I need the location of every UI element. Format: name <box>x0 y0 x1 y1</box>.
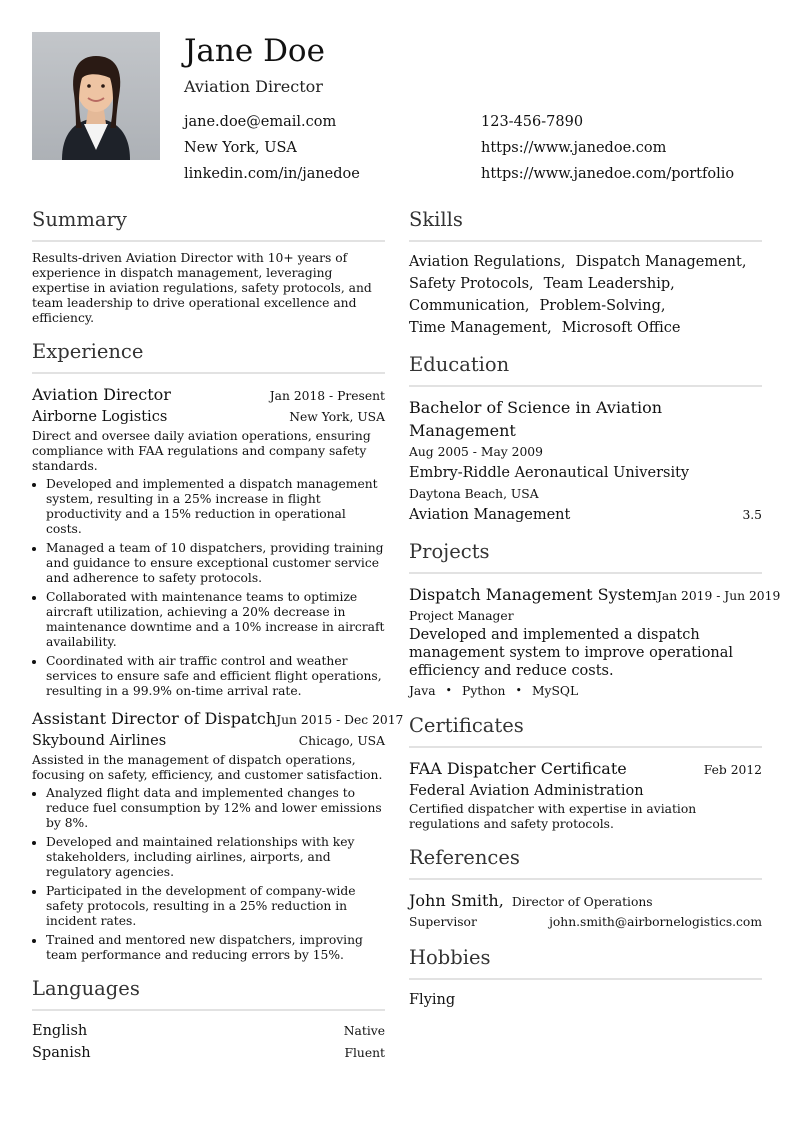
candidate-title: Aviation Director <box>184 77 323 96</box>
resume-header <box>32 32 762 192</box>
separator-dot: • <box>445 684 453 697</box>
job-bullet: • Managed a team of 10 dispatchers, providing training and guidance to ensure exceptional customer service and adherence to safety protocols. <box>46 541 385 586</box>
skill-item: Problem-Solving, <box>539 298 666 314</box>
reference-position: Director of Operations <box>511 895 653 909</box>
education-field-row <box>409 504 762 526</box>
experience-entry <box>32 707 404 963</box>
right-column <box>409 208 781 1025</box>
candidate-name: Jane Doe <box>184 33 325 69</box>
certificates-heading: Certificates <box>409 714 762 748</box>
language-level: Fluent <box>344 1046 385 1060</box>
references-heading: References <box>409 846 762 880</box>
reference-email[interactable]: john.smith@airbornelogistics.com <box>549 915 762 929</box>
experience-entry <box>32 383 385 699</box>
job-bullet: • Trained and mentored new dispatchers, improving team performance and reducing errors by 15%. <box>46 933 385 963</box>
contact-website[interactable]: https://www.janedoe.com <box>481 140 667 156</box>
certificate-description: Certified dispatcher with expertise in aviation regulations and safety protocols. <box>409 802 697 831</box>
languages-heading: Languages <box>32 977 385 1011</box>
skill-item: Team Leadership, <box>543 276 675 292</box>
reference-relation: Supervisor <box>409 915 477 929</box>
skill-item: Microsoft Office <box>561 320 681 336</box>
job-bullet: • Developed and implemented a dispatch management system, resulting in a 25% increase in flight productivity and a 15% reduction in operational costs. <box>46 477 385 537</box>
contact-email[interactable]: jane.doe@email.com <box>184 114 337 130</box>
summary-heading: Summary <box>32 208 385 242</box>
job-description: Assisted in the management of dispatch operations, focusing on safety, efficiency, and customer satisfaction. <box>32 753 383 782</box>
education-school: Embry-Riddle Aeronautical University <box>409 465 690 481</box>
experience-section <box>32 340 404 963</box>
projects-heading: Projects <box>409 540 762 574</box>
project-description: Developed and implemented a dispatch management system to improve operational efficiency and reduce costs. <box>409 627 734 679</box>
hobbies-section <box>409 946 762 1011</box>
contact-linkedin[interactable]: linkedin.com/in/janedoe <box>184 166 360 182</box>
reference-name-row <box>409 889 762 912</box>
language-name: English <box>32 1023 88 1039</box>
job-bullet: • Coordinated with air traffic control and weather services to ensure safe and efficient flight operations, resulting in a 99.9% on-time arrival rate. <box>46 654 385 699</box>
job-location: New York, USA <box>289 410 385 424</box>
certificate-issuer: Federal Aviation Administration <box>409 783 644 799</box>
separator-dot: • <box>515 684 522 697</box>
education-section <box>409 353 762 526</box>
job-bullet: • Collaborated with maintenance teams to optimize aircraft utilization, achieving a 20% decrease in maintenance downtime and a 10% increase in aircraft availability. <box>46 590 385 650</box>
certificates-section <box>409 714 762 832</box>
profile-photo <box>32 32 160 160</box>
language-row <box>32 1042 385 1064</box>
references-section <box>409 846 762 932</box>
contact-location: New York, USA <box>184 140 297 156</box>
skill-item: Safety Protocols, <box>409 276 534 292</box>
job-company: Airborne Logistics <box>32 409 168 425</box>
languages-section <box>32 977 385 1064</box>
projects-section <box>409 540 781 700</box>
job-title: Assistant Director of Dispatch <box>32 709 277 728</box>
education-field: Aviation Management <box>409 507 571 523</box>
left-column <box>32 208 404 1078</box>
job-location: Chicago, USA <box>298 734 385 748</box>
tech-item: Python <box>462 684 506 698</box>
education-location: Daytona Beach, USA <box>409 487 539 501</box>
education-degree: Bachelor of Science in Aviation Management <box>409 398 663 440</box>
project-tech-list <box>409 682 762 700</box>
portrait-illustration <box>32 32 160 160</box>
summary-section <box>32 208 385 326</box>
job-bullets <box>32 477 385 699</box>
job-dates: Jan 2018 - Present <box>269 389 385 403</box>
skills-section <box>409 208 762 339</box>
tech-item: MySQL <box>531 684 579 698</box>
skill-item: Communication, <box>409 298 530 314</box>
hobby-item: Flying <box>409 992 456 1008</box>
skill-item: Time Management, <box>409 320 552 336</box>
certificate-name: FAA Dispatcher Certificate <box>409 759 627 778</box>
language-row <box>32 1020 385 1042</box>
contact-phone[interactable]: 123-456-7890 <box>481 114 584 130</box>
skill-item: Dispatch Management, <box>575 254 747 270</box>
experience-heading: Experience <box>32 340 385 374</box>
skills-heading: Skills <box>409 208 762 242</box>
project-role: Project Manager <box>409 609 514 623</box>
education-heading: Education <box>409 353 762 387</box>
job-bullet: • Participated in the development of company-wide safety protocols, resulting in a 25% reduction in incident rates. <box>46 884 385 929</box>
job-bullet: • Developed and maintained relationships with key stakeholders, including airlines, airports, and regulatory agencies. <box>46 835 385 880</box>
language-level: Native <box>343 1024 385 1038</box>
summary-text: Results-driven Aviation Director with 10+ years of experience in dispatch management, leveraging expertise in aviation regulations, safety protocols, and team leadership to drive operational excellence and efficiency. <box>32 251 372 325</box>
contact-portfolio[interactable]: https://www.janedoe.com/portfolio <box>481 166 735 182</box>
education-dates: Aug 2005 - May 2009 <box>409 445 543 459</box>
job-title: Aviation Director <box>32 385 171 404</box>
job-dates: Jun 2015 - Dec 2017 <box>276 713 404 727</box>
job-company: Skybound Airlines <box>32 733 167 749</box>
project-dates: Jan 2019 - Jun 2019 <box>656 589 781 603</box>
reference-name: John Smith, <box>409 891 504 910</box>
certificate-date: Feb 2012 <box>703 763 762 777</box>
hobbies-heading: Hobbies <box>409 946 762 980</box>
skill-item: Aviation Regulations, <box>409 254 566 270</box>
job-bullets <box>32 786 385 963</box>
language-name: Spanish <box>32 1045 91 1061</box>
project-name: Dispatch Management System <box>409 585 657 604</box>
job-bullet: • Analyzed flight data and implemented changes to reduce fuel consumption by 12% and lower emissions by 8%. <box>46 786 385 831</box>
education-gpa: 3.5 <box>742 508 762 522</box>
job-description: Direct and oversee daily aviation operations, ensuring compliance with FAA regulations and company safety standards. <box>32 429 371 473</box>
tech-item: Java <box>409 684 436 698</box>
skills-list <box>409 251 762 339</box>
